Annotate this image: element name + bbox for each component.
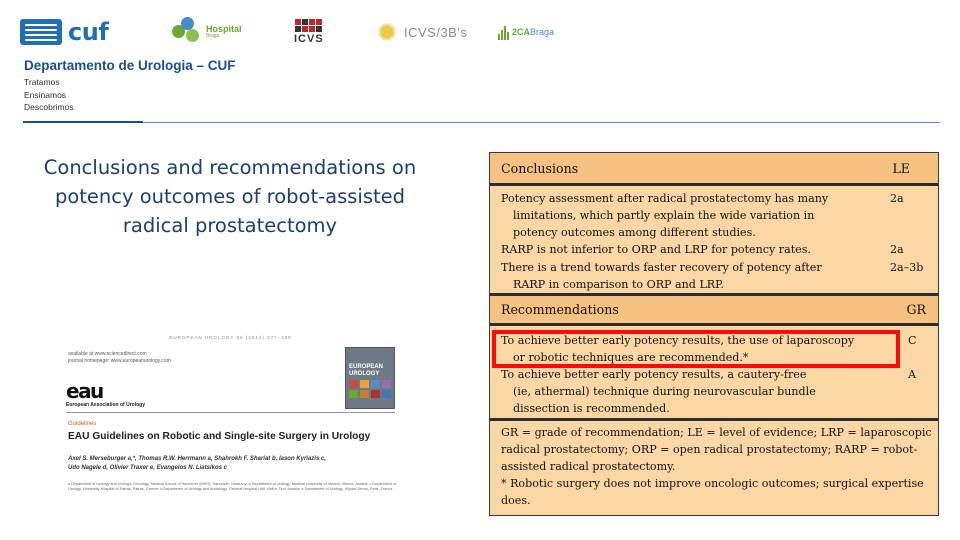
eau-logo xyxy=(66,381,145,408)
bar-chart-icon xyxy=(498,24,509,40)
table-line: RARP is not inferior to ORP and LRP for potency rates. xyxy=(501,243,811,256)
paper-divider xyxy=(66,412,395,413)
table-line: dissection is recommended. xyxy=(513,402,670,415)
table-line: potency outcomes among different studies. xyxy=(513,226,756,239)
icvs-3bs-logo-text: ICVS/3B's xyxy=(404,24,468,40)
table-line: Potency assessment after radical prostatectomy has many xyxy=(501,192,829,205)
paper-homepage: journal homepage: www.europeanurology.com xyxy=(68,358,171,364)
journal-cover-title: EUROPEAN UROLOGY xyxy=(349,364,384,377)
2ca-prefix: 2CA xyxy=(512,27,531,37)
recommendations-header: Recommendations xyxy=(501,302,619,317)
cuf-logo-text: cuf xyxy=(68,18,109,46)
grade-of-recommendation: C xyxy=(908,334,917,347)
paper-section: Guidelines xyxy=(68,421,97,427)
paper-affiliations: a Department of Urology and Urologic Oncology, Medical School of Hannover (MHH), Hannover, Germany; b Department of Urology, Medical University of Vienna, Vienna, Austria; c Department of Urology, University Hospital of Patras, Patras, Greece; d Department of Urology and Andrology, General Hospital Hall, Hall in Tirol, Austria; e Department of Urology, Hôpital Tenon, Paris, France xyxy=(68,482,397,491)
table-abbreviations: GR = grade of recommendation; LE = level of evidence; LRP = laparoscopic radical prostatectomy; ORP = open radical prostatectomy; RARP = robot-assisted radical prostatectomy. xyxy=(501,426,932,473)
motto-line: Descobrimos xyxy=(24,102,74,112)
paper-authors-line: Udo Nagele d, Olivier Traxer e, Evangelos N. Liatsikos c xyxy=(68,464,227,471)
table-footer xyxy=(490,418,938,509)
header-divider xyxy=(143,122,940,123)
paper-authors-line: Axel S. Merseburger a,*, Thomas R.W. Herrmann a, Shahrokh F. Shariat b, Iason Kyriazis c, xyxy=(68,456,326,462)
eau-logo-text: eau xyxy=(66,379,103,403)
level-of-evidence: 2a xyxy=(890,192,904,205)
motto-line: Tratamos xyxy=(24,77,60,87)
table-line: limitations, which partly explain the wide variation in xyxy=(513,209,815,222)
2ca-braga-logo xyxy=(498,12,554,52)
department-mottos xyxy=(24,76,236,114)
paper-title: EAU Guidelines on Robotic and Single-site Surgery in Urology xyxy=(68,431,371,442)
cuf-logo xyxy=(20,12,108,52)
hospital-name: Hospital xyxy=(206,23,242,34)
motto-line: Ensinamos xyxy=(24,89,67,100)
paper-available-at: available at www.sciencedirect.com xyxy=(68,351,147,357)
cuf-logo-mark xyxy=(20,19,62,45)
hospital-braga-logo xyxy=(172,12,242,52)
paper-thumbnail xyxy=(58,333,403,505)
2ca-city: Braga xyxy=(530,27,555,37)
recommendations-header-row xyxy=(490,293,938,326)
gr-header: GR xyxy=(906,302,926,317)
paper-availability xyxy=(68,351,171,365)
icvs-logo xyxy=(294,12,324,52)
conclusions-header: Conclusions xyxy=(501,160,579,176)
department-title: Departamento de Urologia – CUF xyxy=(24,58,236,73)
conclusions-header-row xyxy=(490,153,938,186)
level-of-evidence: 2a–3b xyxy=(890,261,924,274)
table-line: or robotic techniques are recommended.* xyxy=(513,351,749,364)
slide-title: Conclusions and recommendations on potency outcomes of robot-assisted radical prostatectomy xyxy=(43,156,417,237)
table-line: To achieve better early potency results, the use of laparoscopy xyxy=(501,334,855,347)
header-divider-accent xyxy=(23,121,143,123)
table-footnote: * Robotic surgery does not improve oncologic outcomes; surgical expertise does. xyxy=(501,477,924,507)
paper-journal-line: EUROPEAN UROLOGY 66 (2014) 277–290 xyxy=(169,335,292,340)
paper-authors xyxy=(68,455,398,472)
eau-name: European Association of Urology xyxy=(66,402,145,408)
grade-of-recommendation: A xyxy=(908,368,917,381)
department-header xyxy=(24,58,236,114)
table-line: There is a trend towards faster recovery of potency after xyxy=(501,261,822,274)
journal-cover xyxy=(345,347,395,409)
hospital-leaf-icon xyxy=(172,17,202,47)
table-line: RARP in comparison to ORP and LRP. xyxy=(513,278,724,291)
sun-icon xyxy=(376,21,398,43)
level-of-evidence: 2a xyxy=(890,243,904,256)
table-line: To achieve better early potency results, a cautery-free xyxy=(501,368,807,381)
le-header: LE xyxy=(892,160,910,176)
hospital-city: Braga xyxy=(206,33,220,40)
icvs-3bs-logo xyxy=(376,12,467,52)
icvs-logo-text: ICVS xyxy=(294,33,324,45)
journal-cover-images xyxy=(349,380,391,398)
partner-logos xyxy=(20,12,580,52)
highlight-box xyxy=(492,330,900,368)
table-line: (ie, athermal) technique during neurovascular bundle xyxy=(513,385,816,398)
icvs-logo-mark xyxy=(295,19,322,32)
